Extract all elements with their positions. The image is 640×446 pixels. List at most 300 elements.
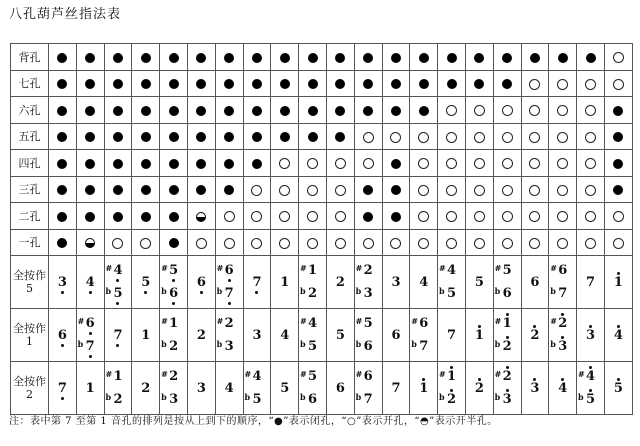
hole-cell	[438, 176, 466, 203]
open-hole-icon	[279, 238, 290, 249]
closed-hole-icon	[224, 106, 234, 116]
hole-cell	[382, 229, 410, 256]
closed-hole-icon	[280, 132, 290, 142]
note-symbol	[216, 286, 238, 301]
closed-hole-icon	[335, 79, 345, 89]
closed-hole-icon	[141, 106, 151, 116]
note-symbol	[355, 339, 377, 354]
sharp-sign: #	[216, 263, 224, 273]
note-cell	[604, 256, 632, 309]
low-octave-dot	[61, 344, 64, 347]
closed-hole-icon	[252, 79, 262, 89]
low-octave-dot	[116, 302, 119, 305]
hole-cell	[104, 176, 132, 203]
open-hole-icon	[613, 238, 624, 249]
note-cell	[104, 309, 132, 362]
open-hole-icon	[418, 185, 429, 196]
hole-cell	[326, 70, 354, 97]
note-digit: 2	[335, 274, 345, 290]
hole-cell	[76, 70, 104, 97]
note-digit: 5	[141, 274, 151, 290]
open-hole-icon	[390, 238, 401, 249]
hole-cell	[382, 44, 410, 71]
hole-cell	[604, 176, 632, 203]
note-symbol	[550, 339, 571, 354]
closed-hole-icon	[85, 53, 95, 63]
closed-hole-icon	[474, 79, 484, 89]
open-hole-icon	[502, 211, 513, 222]
note-digit: 3	[391, 274, 401, 290]
hole-cell	[465, 229, 493, 256]
hole-cell	[326, 203, 354, 230]
hole-cell	[326, 176, 354, 203]
hole-cell	[299, 176, 327, 203]
sharp-sign: #	[439, 263, 446, 273]
hole-cell	[604, 229, 632, 256]
note-symbol	[82, 381, 99, 396]
low-octave-dot	[89, 291, 92, 294]
high-octave-dot	[506, 313, 509, 316]
closed-hole-icon	[85, 159, 95, 169]
note-cell	[521, 256, 549, 309]
hole-cell	[438, 203, 466, 230]
note-symbol	[54, 328, 71, 343]
high-octave-dot	[506, 389, 509, 392]
note-symbol	[332, 275, 349, 290]
closed-hole-icon	[252, 132, 262, 142]
hole-cell	[243, 97, 271, 124]
open-hole-icon	[613, 79, 624, 90]
open-hole-icon	[557, 158, 568, 169]
note-digit: 5	[613, 380, 623, 396]
hole-cell	[382, 70, 410, 97]
note-symbol	[494, 339, 516, 354]
note-digit: 4	[85, 274, 95, 290]
hole-cell	[187, 97, 215, 124]
low-octave-dot	[61, 397, 64, 400]
note-symbol	[161, 263, 182, 278]
hole-cell	[604, 203, 632, 230]
open-hole-icon	[446, 185, 457, 196]
hole-cell	[493, 123, 521, 150]
hole-row-label: 四孔	[11, 150, 49, 177]
note-digit: 5	[308, 339, 318, 354]
closed-hole-icon	[613, 185, 623, 195]
note-digit: 2	[530, 327, 540, 343]
note-symbol	[137, 381, 154, 396]
note-digit: 5	[308, 369, 318, 384]
closed-hole-icon	[169, 185, 179, 195]
hole-cell	[549, 70, 577, 97]
note-cell	[549, 256, 577, 309]
note-digit: 1	[113, 369, 123, 384]
high-octave-dot	[617, 325, 620, 328]
note-symbol	[443, 328, 460, 343]
note-digit: 5	[169, 263, 179, 278]
hole-row-label: 三孔	[11, 176, 49, 203]
open-hole-icon	[474, 211, 485, 222]
hole-cell	[354, 70, 382, 97]
low-octave-dot	[172, 279, 175, 282]
open-hole-icon	[613, 211, 624, 222]
hole-cell	[215, 229, 243, 256]
note-digit: 6	[363, 339, 373, 354]
hole-cell	[438, 97, 466, 124]
open-hole-icon	[418, 238, 429, 249]
note-cell	[299, 362, 327, 415]
hole-cell	[215, 44, 243, 71]
open-hole-icon	[557, 132, 568, 143]
sharp-sign: #	[439, 369, 446, 379]
note-row-label: 全按作1	[11, 309, 49, 362]
sharp-sign: #	[355, 316, 363, 326]
hole-cell	[271, 203, 299, 230]
note-symbol	[554, 381, 571, 396]
closed-hole-icon	[391, 159, 401, 169]
closed-hole-icon	[419, 53, 429, 63]
open-hole-icon	[613, 52, 624, 63]
hole-cell	[187, 123, 215, 150]
open-hole-icon	[474, 238, 485, 249]
low-octave-dot	[228, 279, 231, 282]
note-cell	[215, 256, 243, 309]
hole-cell	[604, 70, 632, 97]
closed-hole-icon	[85, 212, 95, 222]
flat-sign: b	[355, 286, 362, 296]
hole-cell	[521, 203, 549, 230]
closed-hole-icon	[363, 106, 373, 116]
closed-hole-icon	[224, 79, 234, 89]
closed-hole-icon	[141, 185, 151, 195]
hole-cell	[326, 229, 354, 256]
hole-cell	[76, 123, 104, 150]
note-symbol	[193, 381, 210, 396]
note-digit: 4	[308, 316, 318, 331]
hole-cell	[76, 176, 104, 203]
high-octave-dot	[506, 366, 509, 369]
note-digit: 3	[558, 339, 568, 354]
hole-cell	[160, 150, 188, 177]
hole-cell	[410, 70, 438, 97]
open-hole-icon	[251, 238, 262, 249]
closed-hole-icon	[252, 53, 262, 63]
note-digit: 5	[252, 392, 262, 407]
flat-sign: b	[550, 339, 556, 349]
hole-cell	[465, 203, 493, 230]
note-cell	[577, 362, 605, 415]
open-hole-icon	[140, 238, 151, 249]
sharp-sign: #	[494, 263, 502, 273]
sharp-sign: #	[494, 369, 502, 379]
note-symbol	[300, 263, 321, 278]
hole-cell	[521, 70, 549, 97]
closed-hole-icon	[141, 132, 151, 142]
hole-cell	[49, 97, 77, 124]
hole-row-label: 二孔	[11, 203, 49, 230]
closed-hole-icon	[224, 53, 234, 63]
hole-cell	[549, 97, 577, 124]
hole-cell	[160, 97, 188, 124]
open-hole-icon	[418, 132, 429, 143]
hole-row	[11, 229, 633, 256]
open-hole-icon	[307, 185, 318, 196]
closed-hole-icon	[447, 53, 457, 63]
hole-cell	[49, 123, 77, 150]
closed-hole-icon	[196, 106, 206, 116]
note-digit: 1	[169, 316, 179, 331]
high-octave-dot	[422, 378, 425, 381]
hole-cell	[382, 203, 410, 230]
note-symbol	[471, 328, 488, 343]
note-symbol	[161, 286, 182, 301]
note-digit: 4	[586, 369, 596, 384]
closed-hole-icon	[391, 106, 401, 116]
note-digit: 2	[308, 286, 318, 301]
hole-cell	[132, 44, 160, 71]
closed-hole-icon	[363, 53, 373, 63]
note-cell	[271, 309, 299, 362]
note-cell	[326, 256, 354, 309]
hole-cell	[410, 44, 438, 71]
note-cell	[521, 362, 549, 415]
flat-sign: b	[216, 339, 223, 349]
low-octave-dot	[116, 279, 119, 282]
hole-cell	[187, 229, 215, 256]
sharp-sign: #	[355, 263, 363, 273]
note-digit: 5	[586, 392, 596, 407]
hole-cell	[271, 97, 299, 124]
hole-cell	[271, 150, 299, 177]
note-digit: 7	[57, 380, 67, 396]
open-hole-icon	[335, 238, 346, 249]
note-row-label: 全按作2	[11, 362, 49, 415]
hole-cell	[465, 44, 493, 71]
note-cell	[271, 256, 299, 309]
hole-cell	[354, 44, 382, 71]
note-symbol	[244, 369, 265, 384]
note-digit: 2	[169, 369, 179, 384]
note-rows	[11, 256, 633, 415]
high-octave-dot	[478, 325, 481, 328]
hole-cell	[521, 123, 549, 150]
closed-hole-icon	[85, 132, 95, 142]
flat-sign: b	[300, 392, 306, 402]
open-hole-icon	[502, 158, 513, 169]
note-digit: 2	[113, 392, 123, 407]
note-symbol	[332, 328, 349, 343]
note-digit: 7	[113, 327, 123, 343]
high-octave-dot	[478, 378, 481, 381]
note-symbol	[387, 381, 404, 396]
note-cell	[132, 362, 160, 415]
note-cell	[438, 309, 466, 362]
note-symbol	[77, 339, 99, 354]
open-hole-icon	[363, 158, 374, 169]
closed-hole-icon	[196, 185, 206, 195]
note-symbol	[355, 263, 377, 278]
note-cell	[243, 362, 271, 415]
note-digit: 7	[419, 339, 429, 354]
note-digit: 5	[113, 286, 123, 301]
low-octave-dot	[116, 344, 119, 347]
closed-hole-icon	[391, 79, 401, 89]
hole-cell	[104, 123, 132, 150]
hole-cell	[521, 97, 549, 124]
hole-cell	[493, 44, 521, 71]
note-cell	[76, 256, 104, 309]
open-hole-icon	[446, 158, 457, 169]
open-hole-icon	[446, 211, 457, 222]
note-digit: 4	[419, 274, 429, 290]
note-cell	[160, 309, 188, 362]
note-digit: 2	[224, 316, 234, 331]
note-symbol	[54, 275, 71, 290]
note-symbol	[526, 275, 543, 290]
note-digit: 4	[613, 327, 623, 343]
sharp-sign: #	[216, 316, 224, 326]
open-hole-icon	[418, 158, 429, 169]
note-symbol	[355, 392, 377, 407]
closed-hole-icon	[530, 53, 540, 63]
note-digit: 6	[335, 380, 345, 396]
note-symbol	[355, 369, 377, 384]
open-hole-icon	[502, 132, 513, 143]
closed-hole-icon	[363, 212, 373, 222]
closed-hole-icon	[224, 185, 234, 195]
note-digit: 5	[335, 327, 345, 343]
flat-sign: b	[161, 339, 167, 349]
note-symbol	[193, 328, 210, 343]
closed-hole-icon	[224, 159, 234, 169]
note-symbol	[276, 381, 293, 396]
flat-sign: b	[161, 392, 167, 402]
note-symbol	[161, 369, 182, 384]
note-digit: 2	[169, 339, 179, 354]
open-hole-icon	[557, 79, 568, 90]
sharp-sign: #	[300, 316, 307, 326]
hole-cell	[577, 44, 605, 71]
note-digit: 1	[280, 274, 290, 290]
sharp-sign: #	[411, 316, 418, 326]
note-symbol	[578, 369, 599, 384]
sharp-sign: #	[161, 369, 168, 379]
hole-cell	[549, 203, 577, 230]
note-row-label: 全按作5	[11, 256, 49, 309]
note-digit: 2	[363, 263, 373, 278]
hole-cell	[354, 123, 382, 150]
note-digit: 4	[113, 263, 123, 278]
low-octave-dot	[61, 291, 64, 294]
note-digit: 2	[502, 369, 512, 384]
note-symbol	[248, 328, 265, 343]
hole-cell	[299, 97, 327, 124]
open-hole-icon	[557, 105, 568, 116]
note-digit: 5	[447, 286, 457, 301]
note-symbol	[300, 339, 321, 354]
open-hole-icon	[363, 238, 374, 249]
note-digit: 4	[252, 369, 262, 384]
note-digit: 3	[169, 392, 179, 407]
note-symbol	[550, 316, 571, 331]
note-symbol	[300, 369, 321, 384]
flat-sign: b	[439, 286, 445, 296]
note-cell	[438, 362, 466, 415]
closed-hole-icon	[613, 106, 623, 116]
flat-sign: b	[439, 392, 445, 402]
hole-cell	[243, 44, 271, 71]
note-symbol	[300, 392, 321, 407]
hole-cell	[382, 176, 410, 203]
note-cell	[271, 362, 299, 415]
hole-cell	[271, 70, 299, 97]
half-hole-icon	[85, 238, 95, 248]
note-symbol	[216, 316, 238, 331]
note-cell	[382, 362, 410, 415]
hole-cell	[132, 123, 160, 150]
note-cell	[187, 256, 215, 309]
closed-hole-icon	[113, 212, 123, 222]
hole-cell	[271, 44, 299, 71]
hole-cell	[577, 150, 605, 177]
open-hole-icon	[335, 211, 346, 222]
note-symbol	[82, 275, 99, 290]
flat-sign: b	[244, 392, 251, 402]
hole-cell	[160, 70, 188, 97]
sharp-sign: #	[105, 369, 113, 379]
closed-hole-icon	[252, 159, 262, 169]
flat-sign: b	[494, 339, 501, 349]
open-hole-icon	[557, 185, 568, 196]
note-digit: 7	[586, 274, 596, 290]
hole-cell	[326, 97, 354, 124]
note-row	[11, 309, 633, 362]
closed-hole-icon	[224, 132, 234, 142]
hole-cell	[326, 123, 354, 150]
note-symbol	[161, 316, 182, 331]
note-digit: 6	[196, 274, 206, 290]
sharp-sign: #	[578, 369, 585, 379]
open-hole-icon	[307, 158, 318, 169]
hole-cell	[577, 203, 605, 230]
hole-cell	[215, 150, 243, 177]
open-hole-icon	[474, 105, 485, 116]
open-hole-icon	[585, 132, 596, 143]
note-cell	[549, 362, 577, 415]
hole-cell	[132, 203, 160, 230]
open-hole-icon	[363, 132, 374, 143]
note-cell	[438, 256, 466, 309]
note-cell	[604, 362, 632, 415]
note-digit: 6	[530, 274, 540, 290]
note-cell	[160, 362, 188, 415]
note-cell	[326, 309, 354, 362]
closed-hole-icon	[169, 159, 179, 169]
closed-hole-icon	[57, 53, 67, 63]
hole-cell	[549, 176, 577, 203]
note-digit: 3	[252, 327, 262, 343]
hole-cell	[465, 70, 493, 97]
hole-cell	[299, 150, 327, 177]
closed-hole-icon	[57, 79, 67, 89]
hole-cell	[410, 203, 438, 230]
closed-hole-icon	[613, 159, 623, 169]
note-digit: 3	[530, 380, 540, 396]
note-digit: 2	[502, 339, 512, 354]
note-symbol	[494, 286, 516, 301]
hole-cell	[438, 123, 466, 150]
flat-sign: b	[300, 286, 306, 296]
open-hole-icon	[251, 185, 262, 196]
